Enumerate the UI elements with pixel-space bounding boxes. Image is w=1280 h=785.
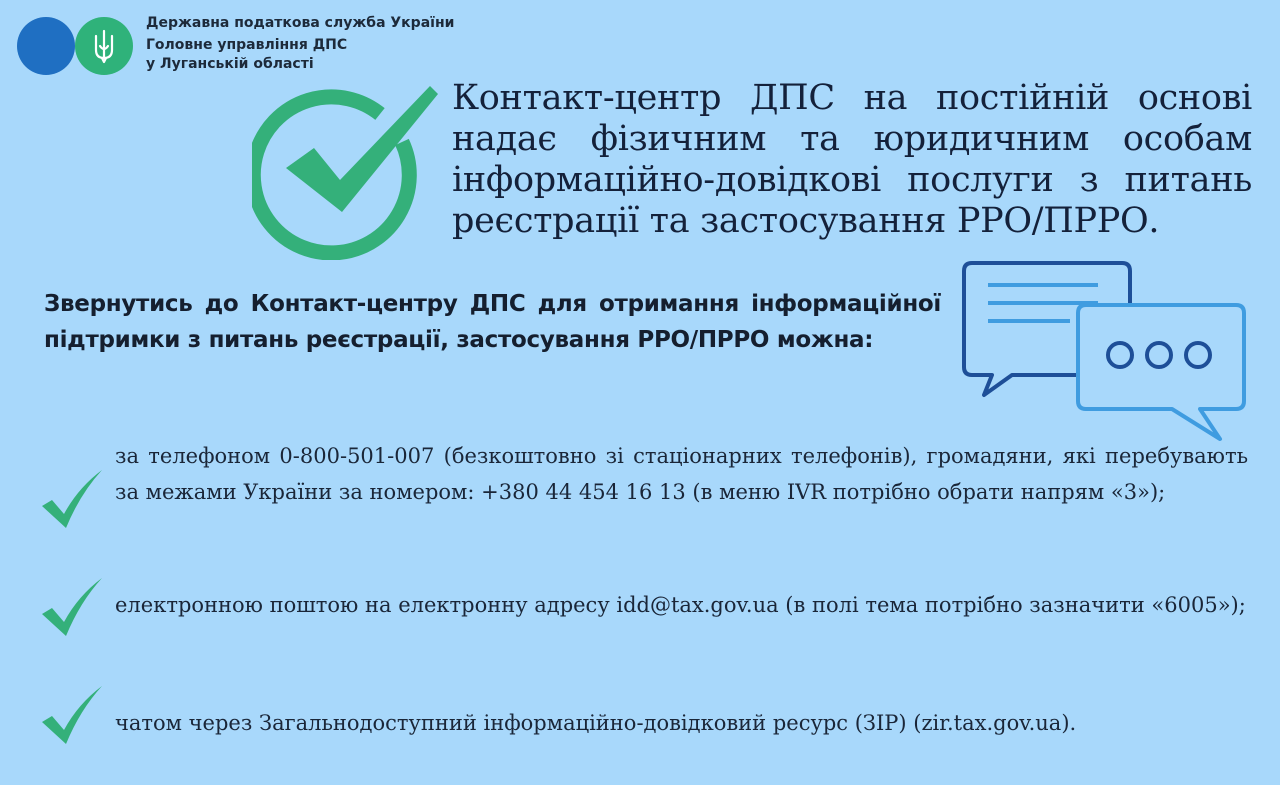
dps-logo-icon [16,16,136,76]
check-icon [40,578,104,640]
headline: Контакт-центр ДПС на постійній основі надає фізичним та юридичним особам інформаційно-довідкові послуги з питань реєстрації та застосування РРО/ПРРО. [452,78,1252,241]
check-circle-icon [252,80,442,260]
check-icon [40,470,104,532]
organization-name [146,14,454,74]
org-line-2: Головне управління ДПС [146,37,348,53]
contact-item-email: електронною поштою на електронну адресу idd@tax.gov.ua (в полі тема потрібно зазначити «6005»); [115,593,1246,617]
contact-item-chat: чатом через Загальнодоступний інформаційно-довідковий ресурс (ЗІР) (zir.tax.gov.ua). [115,711,1077,735]
chat-bubbles-icon [950,255,1250,450]
check-icon [40,686,104,748]
contact-item-phone: за телефоном 0-800-501-007 (безкоштовно зі стаціонарних телефонів), громадяни, які перебувають за межами України за номером: +380 44 454 16 13 (в меню IVR потрібно обрати напрям «3»); [115,444,1248,504]
org-line-3: у Луганській області [146,56,314,72]
org-line-1: Державна податкова служба України [146,15,455,31]
intro-text: Звернутись до Контакт-центру ДПС для отримання інформаційної підтримки з питань реєстрації, застосування РРО/ПРРО можна: [44,291,941,353]
